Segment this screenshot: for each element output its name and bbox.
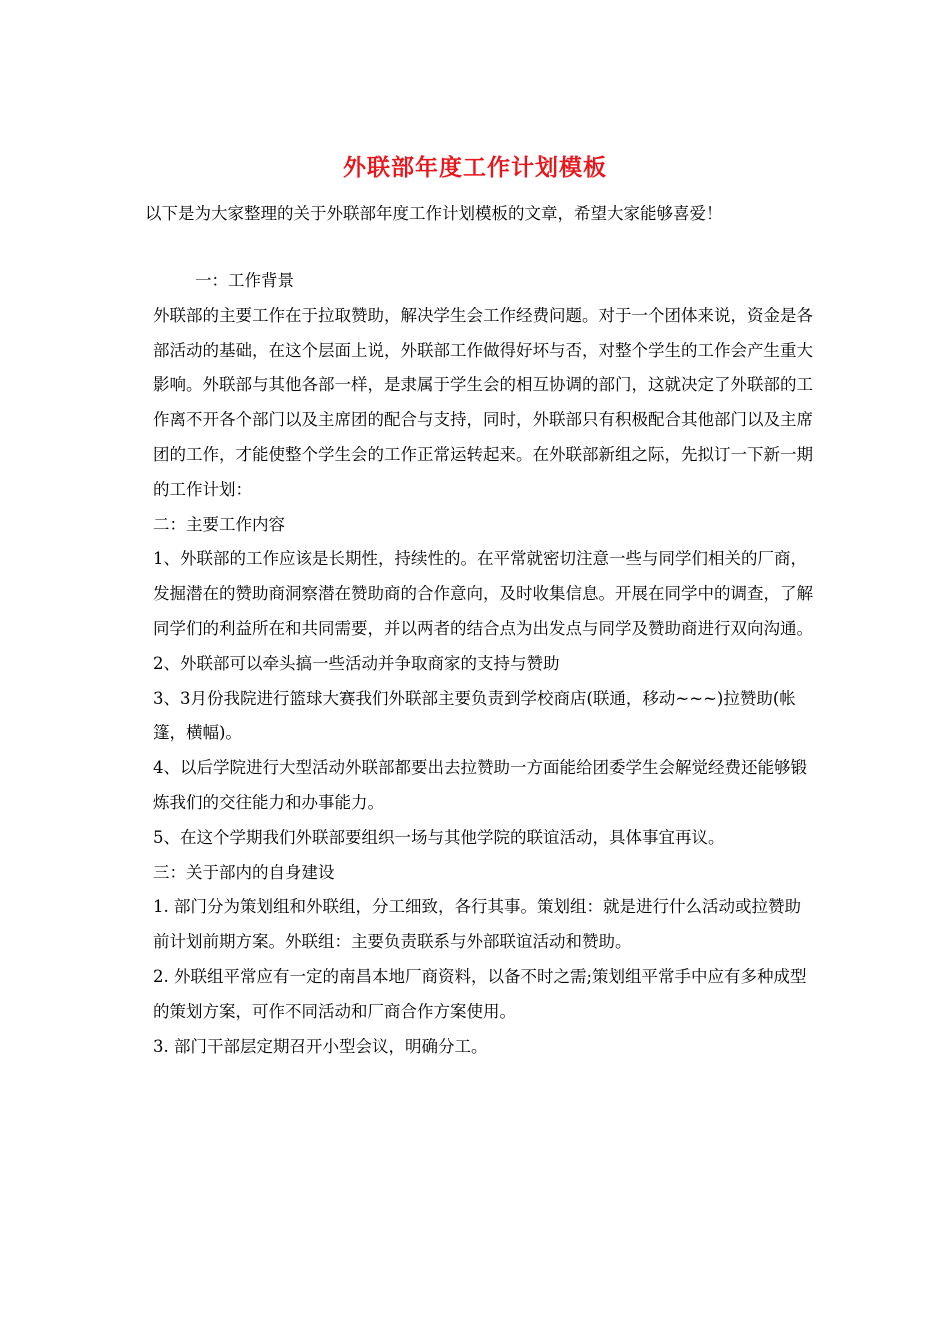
list-item-self-building-2: 2. 外联组平常应有一定的南昌本地厂商资料，以备不时之需;策划组平常手中应有多种成型的策划方案，可作不同活动和厂商合作方案使用。 [153,966,807,1021]
section-heading-self-building: 三：关于部内的自身建设 [153,862,335,882]
section-heading-main-work: 二：主要工作内容 [153,514,285,534]
list-item-main-work-5: 5、在这个学期我们外联部要组织一场与其他学院的联谊活动，具体事宜再议。 [153,827,725,847]
list-item-main-work-4: 4、以后学院进行大型活动外联部都要出去拉赞助一方面能给团委学生会解觉经费还能够锻炼我们的交往能力和办事能力。 [153,758,807,812]
document-body [145,264,815,1064]
list-item-self-building-1: 1. 部门分为策划组和外联组，分工细致，各行其事。策划组：就是进行什么活动或拉赞助前计划前期方案。外联组：主要负责联系与外部联谊活动和赞助。 [153,897,801,952]
list-item-main-work-3: 3、3月份我院进行篮球大赛我们外联部主要负责到学校商店(联通，移动~~~)拉赞助(帐篷，横幅)。 [153,688,796,743]
section-heading-background: 一：工作背景 [195,271,294,290]
document-title: 外联部年度工作计划模板 [343,154,607,181]
paragraph-background: 外联部的主要工作在于拉取赞助，解决学生会工作经费问题。对于一个团体来说，资金是各部活动的基础，在这个层面上说，外联部工作做得好坏与否，对整个学生的工作会产生重大影响。外联部与其他各部一样，是隶属于学生会的相互协调的部门，这就决定了外联部的工作离不开各个部门以及主席团的配合与支持，同时，外联部只有积极配合其他部门以及主席团的工作，才能使整个学生会的工作正常运转起来。在外联部新组之际，先拟订一下新一期的工作计划： [153,305,813,499]
list-item-main-work-1: 1、外联部的工作应该是长期性，持续性的。在平常就密切注意一些与同学们相关的厂商，发掘潜在的赞助商洞察潜在赞助商的合作意向，及时收集信息。开展在同学中的调查，了解同学们的利益所在和共同需要，并以两者的结合点为出发点与同学及赞助商进行双向沟通。 [153,549,813,638]
list-item-self-building-3: 3. 部门干部层定期召开小型会议，明确分工。 [153,1036,488,1056]
intro-paragraph: 以下是为大家整理的关于外联部年度工作计划模板的文章，希望大家能够喜爱！ [145,204,723,223]
list-item-main-work-2: 2、外联部可以牵头搞一些活动并争取商家的支持与赞助 [153,653,560,673]
